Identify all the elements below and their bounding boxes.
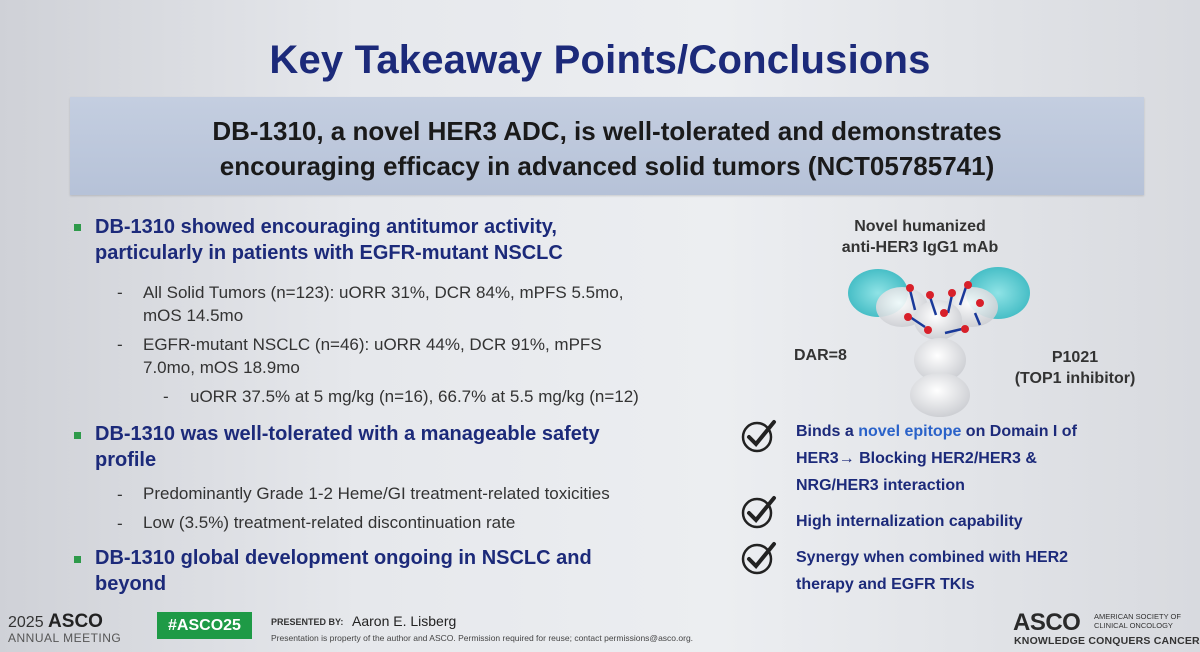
bullet-3-line-2: beyond	[95, 573, 167, 595]
presented-by-label: PRESENTED BY:	[271, 617, 344, 627]
sub-bullet-2-1: Predominantly Grade 1-2 Heme/GI treatment-related toxicities	[143, 484, 610, 503]
bullet-square-icon	[74, 556, 81, 563]
sub-sub-bullet-1: uORR 37.5% at 5 mg/kg (n=16), 66.7% at 5.5 mg/kg (n=12)	[190, 387, 639, 406]
check-1-line-2: HER3→ Blocking HER2/HER3 &	[796, 450, 1037, 467]
payload-label-line-1: P1021	[1051, 349, 1099, 366]
antibody-caption-line-1: Novel humanized	[854, 218, 986, 235]
sub-bullet-1-1	[143, 281, 623, 327]
meeting-year: 2025	[8, 614, 44, 631]
sub-bullet-1-1-line-1: All Solid Tumors (n=123): uORR 31%, DCR 84%, mPFS 5.5mo,	[143, 283, 624, 302]
meeting-asco: ASCO	[48, 611, 103, 632]
payload-label	[1000, 347, 1150, 389]
check-circle-icon	[740, 418, 778, 454]
asco-meeting-logo	[8, 611, 103, 633]
dar-label: DAR=8	[794, 347, 847, 364]
fc-lower-shape	[910, 373, 970, 417]
check-circle-icon	[740, 494, 778, 530]
org-asco: ASCO	[1013, 609, 1081, 636]
sub-bullet-1-2-line-1: EGFR-mutant NSCLC (n=46): uORR 44%, DCR 91%, mPFS	[143, 335, 602, 354]
check-1-highlight: novel epitope	[858, 423, 962, 440]
org-name-line-2: CLINICAL ONCOLOGY	[1094, 621, 1173, 630]
antibody-caption	[820, 216, 1020, 258]
presenter-name: Aaron E. Lisberg	[352, 613, 457, 629]
dash-icon: -	[117, 485, 123, 504]
bullet-1	[95, 214, 563, 266]
sub-bullet-1-2	[143, 333, 602, 379]
check-2: High internalization capability	[796, 513, 1023, 530]
sub-bullet-1-1-line-2: mOS 14.5mo	[143, 306, 244, 325]
dash-icon: -	[163, 387, 169, 406]
bullet-1-line-1: DB-1310 showed encouraging antitumor activity,	[95, 216, 557, 238]
antibody-illustration	[840, 255, 1040, 420]
meeting-annual: ANNUAL MEETING	[8, 631, 122, 645]
check-1-pre: Binds a	[796, 423, 859, 440]
bullet-2	[95, 421, 600, 473]
disclaimer: Presentation is property of the author and ASCO. Permission required for reuse; contact permissions@asco.org.	[271, 633, 694, 643]
org-name-line-1: AMERICAN SOCIETY OF	[1094, 612, 1181, 621]
bullet-square-icon	[74, 224, 81, 231]
check-3-line-2: therapy and EGFR TKIs	[796, 576, 975, 593]
sub-bullet-1-2-line-2: 7.0mo, mOS 18.9mo	[143, 358, 300, 377]
slide-title: Key Takeaway Points/Conclusions	[269, 38, 931, 82]
bullet-2-line-1: DB-1310 was well-tolerated with a manageable safety	[95, 423, 600, 445]
headline-box	[70, 97, 1144, 195]
check-1-line-3: NRG/HER3 interaction	[796, 477, 965, 494]
check-3-line-1: Synergy when combined with HER2	[796, 549, 1069, 566]
dash-icon: -	[117, 514, 123, 533]
check-circle-icon	[740, 540, 778, 576]
payload-label-line-2: (TOP1 inhibitor)	[1014, 370, 1136, 387]
hashtag-badge: #ASCO25	[157, 612, 252, 639]
bullet-3	[95, 545, 592, 597]
dash-icon: -	[117, 283, 123, 302]
bullet-2-line-2: profile	[95, 449, 157, 471]
bullet-3-line-1: DB-1310 global development ongoing in NSCLC and	[95, 547, 592, 569]
check-1-post: on Domain I of	[961, 423, 1077, 440]
bullet-square-icon	[74, 432, 81, 439]
check-3	[796, 544, 1068, 598]
headline-line-2: encouraging efficacy in advanced solid tumors (NCT05785741)	[219, 151, 995, 181]
sub-bullet-2-2: Low (3.5%) treatment-related discontinuation rate	[143, 513, 516, 532]
check-1	[796, 418, 1077, 499]
org-tagline: KNOWLEDGE CONQUERS CANCER	[1014, 635, 1200, 647]
org-name	[1094, 612, 1181, 630]
headline-line-1: DB-1310, a novel HER3 ADC, is well-tolerated and demonstrates	[212, 116, 1002, 146]
headline	[70, 114, 1144, 184]
antibody-caption-line-2: anti-HER3 IgG1 mAb	[841, 239, 999, 256]
dash-icon: -	[117, 335, 123, 354]
bullet-1-line-2: particularly in patients with EGFR-mutant NSCLC	[95, 242, 563, 264]
hinge-shape	[914, 300, 962, 340]
